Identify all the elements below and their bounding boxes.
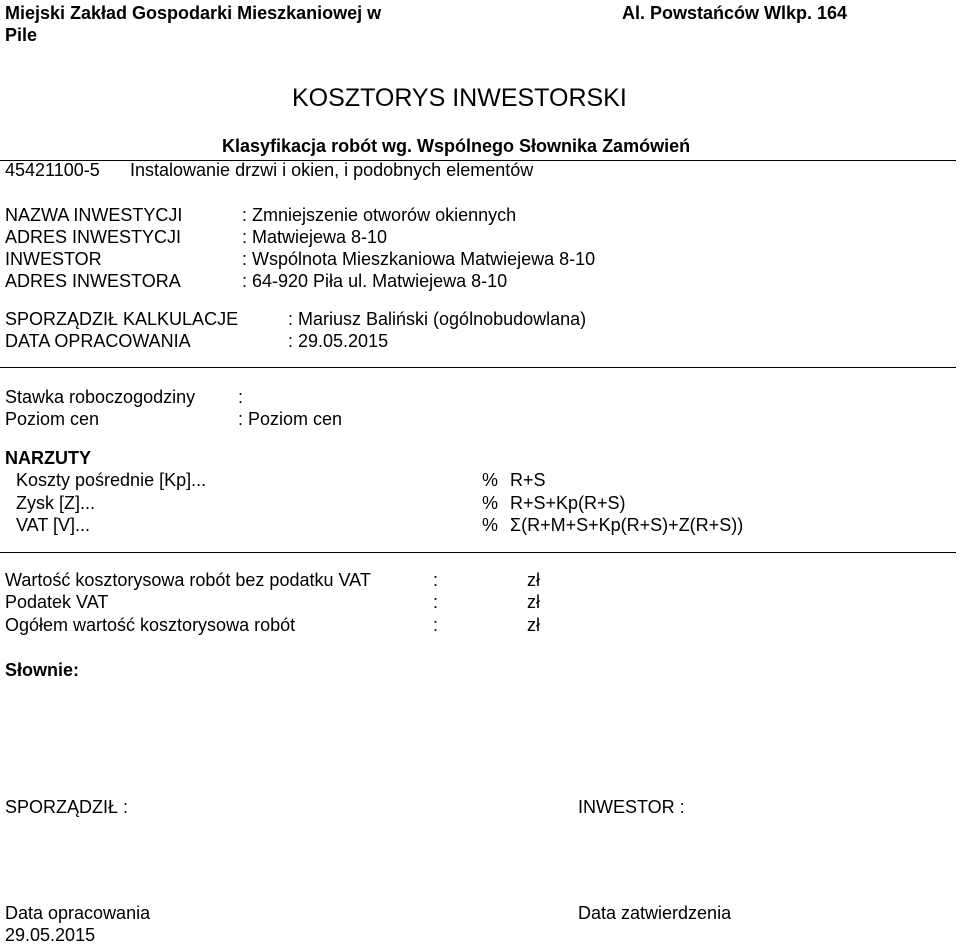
total-currency: zł: [527, 592, 540, 612]
surcharge-formula: R+S: [510, 470, 546, 490]
total-currency: zł: [527, 570, 540, 590]
classification-code: 45421100-5: [5, 160, 100, 180]
surcharge-label: Koszty pośrednie [Kp]...: [16, 470, 207, 490]
rate-value: :: [238, 387, 244, 407]
surcharge-label: Zysk [Z]...: [16, 493, 95, 513]
company-address: Al. Powstańców Wlkp. 164: [622, 3, 848, 23]
investment-value: : 64-920 Piła ul. Matwiejewa 8-10: [242, 271, 508, 291]
approval-date-label: Data zatwierdzenia: [578, 903, 732, 923]
surcharges-heading: NARZUTY: [5, 448, 91, 468]
prepared-value: : 29.05.2015: [288, 331, 389, 351]
total-colon: :: [433, 615, 439, 635]
total-label: Ogółem wartość kosztorysowa robót: [5, 615, 296, 635]
surcharge-label: VAT [V]...: [16, 515, 91, 535]
rate-label: Poziom cen: [5, 409, 100, 429]
classification-heading: Klasyfikacja robót wg. Wspólnego Słownika Zamówień: [222, 136, 691, 156]
preparation-date: 29.05.2015: [5, 925, 96, 945]
rate-value: : Poziom cen: [238, 409, 343, 429]
surcharge-percent: %: [482, 515, 499, 535]
investment-value: : Zmniejszenie otworów okiennych: [242, 205, 517, 225]
total-colon: :: [433, 570, 439, 590]
investment-value: : Wspólnota Mieszkaniowa Matwiejewa 8-10: [242, 249, 596, 269]
investment-label: ADRES INWESTYCJI: [5, 227, 182, 247]
prepared-label: DATA OPRACOWANIA: [5, 331, 191, 351]
total-label: Podatek VAT: [5, 592, 109, 612]
investment-label: ADRES INWESTORA: [5, 271, 181, 291]
prepared-value: : Mariusz Baliński (ogólnobudowlana): [288, 309, 587, 329]
company-name-line1: Miejski Zakład Gospodarki Mieszkaniowej w: [5, 3, 382, 23]
total-colon: :: [433, 592, 439, 612]
surcharge-formula: Σ(R+M+S+Kp(R+S)+Z(R+S)): [510, 515, 744, 535]
total-label: Wartość kosztorysowa robót bez podatku VAT: [5, 570, 371, 590]
amount-in-words-label: Słownie:: [5, 660, 80, 680]
investment-label: INWESTOR: [5, 249, 102, 269]
investment-label: NAZWA INWESTYCJI: [5, 205, 183, 225]
surcharge-formula: R+S+Kp(R+S): [510, 493, 626, 513]
preparer-signature-label: SPORZĄDZIŁ :: [5, 797, 129, 817]
total-currency: zł: [527, 615, 540, 635]
investment-value: : Matwiejewa 8-10: [242, 227, 388, 247]
document-title: KOSZTORYS INWESTORSKI: [292, 84, 627, 112]
investor-signature-label: INWESTOR :: [578, 797, 685, 817]
classification-description: Instalowanie drzwi i okien, i podobnych elementów: [130, 160, 534, 180]
divider: [0, 367, 956, 368]
surcharge-percent: %: [482, 493, 499, 513]
surcharge-percent: %: [482, 470, 499, 490]
prepared-label: SPORZĄDZIŁ KALKULACJE: [5, 309, 239, 329]
company-name-line2: Pile: [5, 25, 38, 45]
rate-label: Stawka roboczogodziny: [5, 387, 196, 407]
preparation-date-label: Data opracowania: [5, 903, 151, 923]
divider: [0, 552, 956, 553]
